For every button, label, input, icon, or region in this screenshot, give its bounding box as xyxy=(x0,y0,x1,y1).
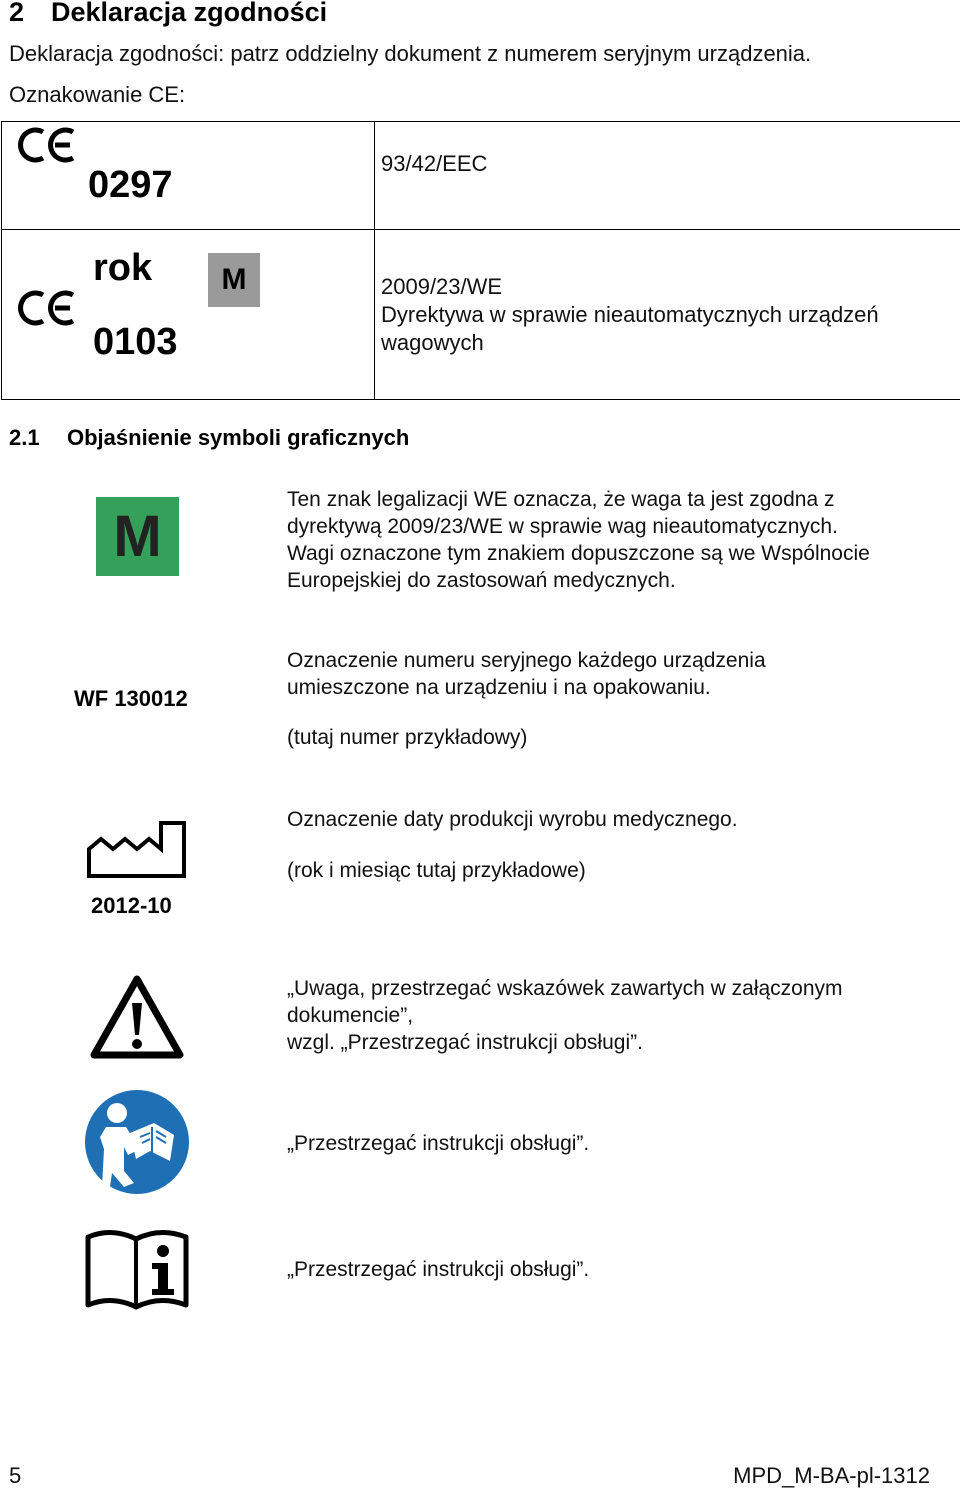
description-line: dokumencie”, xyxy=(287,1004,414,1027)
description-line: umieszczone na urządzeniu i na opakowaniu. xyxy=(287,676,711,699)
intro-line: Deklaracja zgodności: patrz oddzielny dokument z numerem seryjnym urządzenia. xyxy=(9,41,812,66)
description-line: dyrektywą 2009/23/WE w sprawie wag nieautomatycznych. xyxy=(287,515,838,538)
directive-line: 2009/23/WE xyxy=(381,274,503,299)
manufacture-date: 2012-10 xyxy=(91,893,172,918)
directive-line: wagowych xyxy=(381,330,484,355)
manual-book-description: „Przestrzegać instrukcji obsługi”. xyxy=(287,1258,590,1281)
directive-2009-23 xyxy=(381,273,879,357)
description-line: Oznaczenie numeru seryjnego każdego urządzenia xyxy=(287,649,766,672)
year-label: rok xyxy=(93,247,153,289)
read-manual-icon xyxy=(84,1089,190,1195)
ce-table xyxy=(1,121,960,400)
metrology-m-badge: M xyxy=(208,253,260,307)
subsection-number: 2.1 xyxy=(9,425,40,450)
serial-description xyxy=(287,647,766,701)
manufacture-description: Oznaczenie daty produkcji wyrobu medycznego. xyxy=(287,808,738,831)
description-line: Wagi oznaczone tym znakiem dopuszczone są we Wspólnocie xyxy=(287,542,870,565)
description-line: wzgl. „Przestrzegać instrukcji obsługi”. xyxy=(287,1031,643,1054)
manual-blue-description: „Przestrzegać instrukcji obsługi”. xyxy=(287,1132,590,1155)
directive-line: Dyrektywa w sprawie nieautomatycznych urządzeń xyxy=(381,302,879,327)
document-code: MPD_M-BA-pl-1312 xyxy=(733,1463,930,1488)
ce-label: Oznakowanie CE: xyxy=(9,82,186,107)
ce-mark-icon xyxy=(17,126,77,164)
ce-code-0103: 0103 xyxy=(93,321,178,363)
info-book-icon xyxy=(84,1225,190,1311)
factory-date-icon xyxy=(86,819,188,879)
page-number: 5 xyxy=(9,1463,22,1488)
ce-code-0297: 0297 xyxy=(88,164,173,206)
warning-triangle-icon xyxy=(90,975,184,1059)
subsection-title: Objaśnienie symboli graficznych xyxy=(67,425,410,450)
description-line: Ten znak legalizacji WE oznacza, że waga ta jest zgodna z xyxy=(287,488,835,511)
table-divider xyxy=(2,229,960,230)
section-title: Deklaracja zgodności xyxy=(51,0,328,27)
directive-93-42: 93/42/EEC xyxy=(381,151,488,176)
m-mark-description xyxy=(287,486,870,594)
serial-note: (tutaj numer przykładowy) xyxy=(287,726,528,749)
metrology-m-icon: M xyxy=(96,497,179,576)
description-line: Europejskiej do zastosowań medycznych. xyxy=(287,569,676,592)
warning-description xyxy=(287,975,843,1056)
serial-number-label: WF 130012 xyxy=(74,686,188,711)
table-divider xyxy=(374,122,375,399)
ce-mark-icon xyxy=(17,289,77,327)
description-line: „Uwaga, przestrzegać wskazówek zawartych w załączonym xyxy=(287,977,843,1000)
manufacture-note: (rok i miesiąc tutaj przykładowe) xyxy=(287,859,586,882)
section-number: 2 xyxy=(9,0,25,27)
